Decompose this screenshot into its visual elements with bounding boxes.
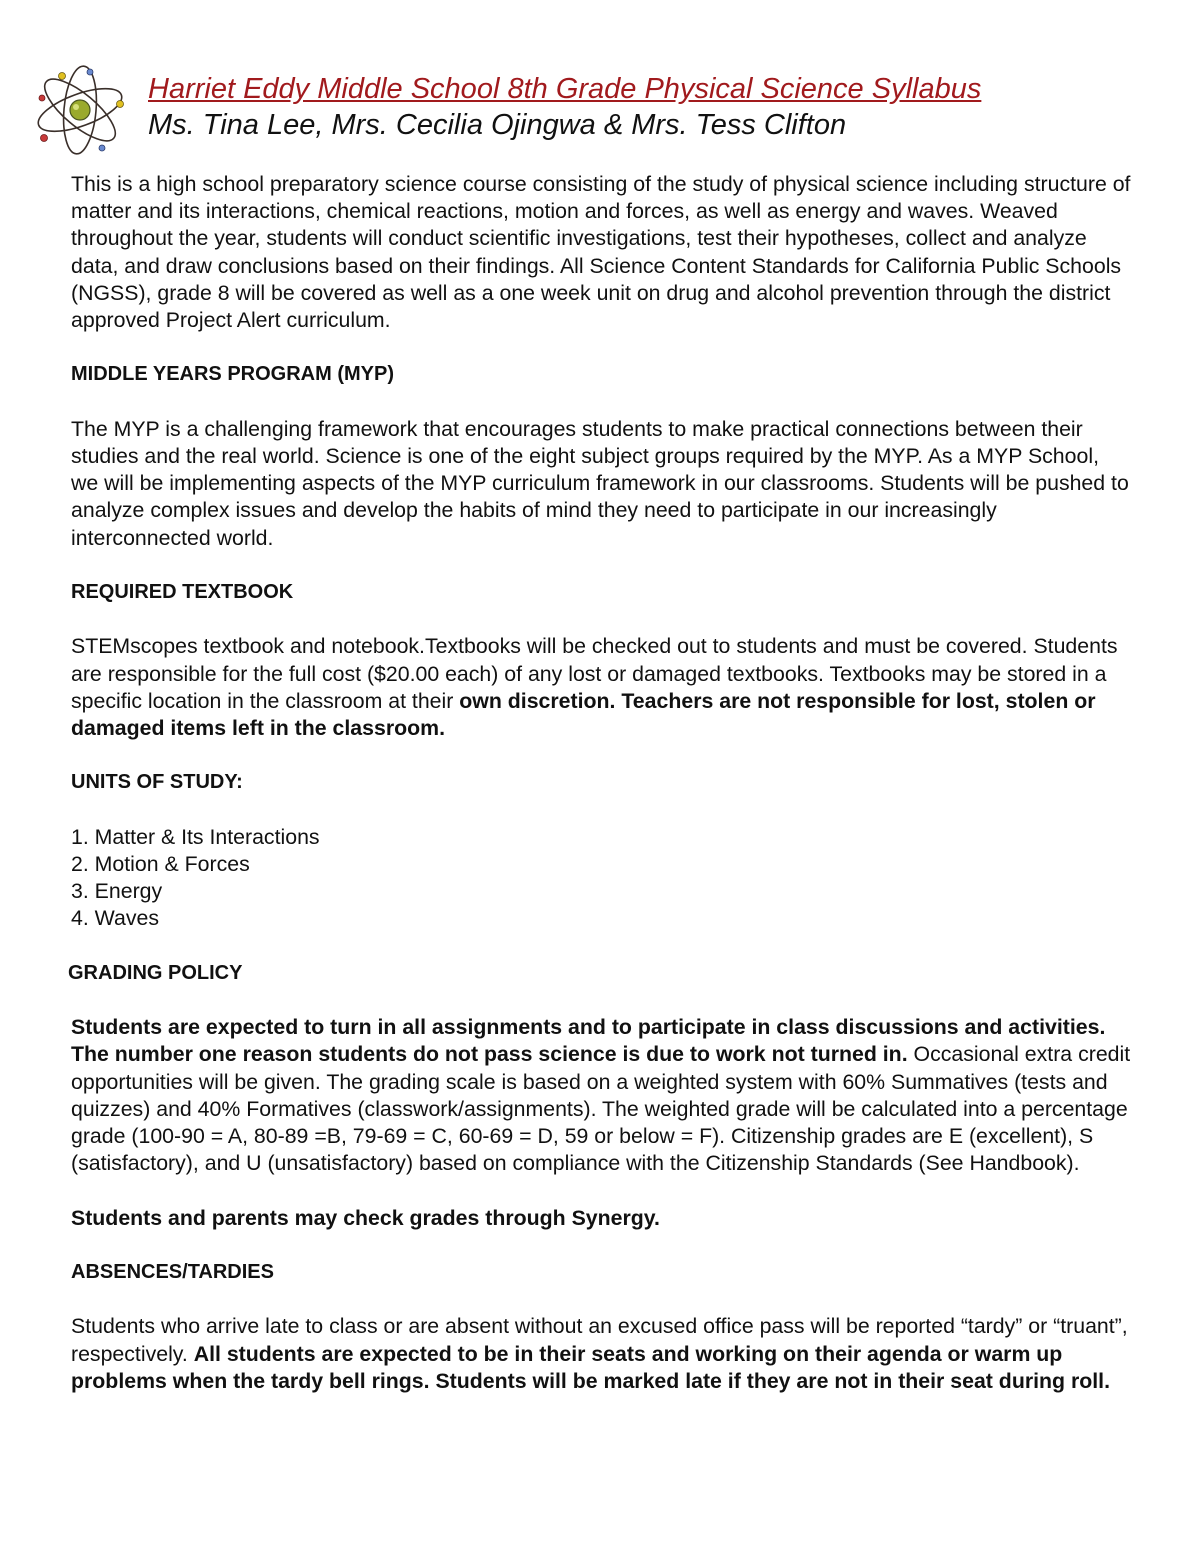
units-heading: UNITS OF STUDY: xyxy=(71,771,243,794)
absences-bold-text: All students are expected to be in their seats and working on their agenda or warm up problems when the tardy bell rings. Students will be marked late if they are not in their seat during roll. xyxy=(71,1341,1111,1393)
atom-icon xyxy=(30,62,140,162)
myp-paragraph: The MYP is a challenging framework that encourages students to make practical connections between their studies and the real world. Science is one of the eight subject groups required by the MYP. As a MYP School, we will be implementing aspects of the MYP curriculum framework in our classrooms. Students will be pushed to analyze complex issues and develop the habits of mind they need to participate in our increasingly interconnected world. xyxy=(71,416,1129,550)
grading-heading: GRADING POLICY xyxy=(68,961,243,984)
page-title: Harriet Eddy Middle School 8th Grade Physical Science Syllabus xyxy=(148,73,982,105)
list-item: 3. Energy xyxy=(71,879,163,904)
list-item: 4. Waves xyxy=(71,906,159,931)
intro-paragraph: This is a high school preparatory science course consisting of the study of physical science including structure of matter and its interactions, chemical reactions, motion and forces, as well as energy and waves. Weaved throughout the year, students will conduct scientific investigations, test their hypotheses, collect and analyze data, and draw conclusions based on their findings. All Science Content Standards for California Public Schools (NGSS), grade 8 will be covered as well as a one week unit on drug and alcohol prevention through the district approved Project Alert curriculum. xyxy=(71,172,1131,333)
units-list xyxy=(71,824,1131,933)
list-item: 2. Motion & Forces xyxy=(71,851,250,876)
absences-paragraph xyxy=(71,1313,1131,1395)
textbook-text: STEMscopes textbook and notebook.Textbooks will be checked out to students and must be covered. Students are responsible for the full cost ($20.00 each) of any lost or damaged textbooks. Textbooks may be stored in a specific location in the classroom at their xyxy=(71,634,1118,713)
absences-heading: ABSENCES/TARDIES xyxy=(71,1260,274,1283)
textbook-heading: REQUIRED TEXTBOOK xyxy=(71,581,294,603)
synergy-note xyxy=(71,1205,1131,1232)
teacher-names: Ms. Tina Lee, Mrs. Cecilia Ojingwa & Mrs. Tess Clifton xyxy=(148,109,847,141)
textbook-bold-text: own discretion. Teachers are not responsible for lost, stolen or damaged items left in the classroom. xyxy=(71,688,1096,740)
grading-text: Occasional extra credit opportunities will be given. The grading scale is based on a weighted system with 60% Summatives (tests and quizzes) and 40% Formatives (classwork/assignments). The weighted grade will be calculated into a percentage grade (100-90 = A, 80-89 =B, 79-69 = C, 60-69 = D, 59 or below = F). Citizenship grades are E (excellent), S (satisfactory), and U (unsatisfactory) based on compliance with the Citizenship Standards (See Handbook). xyxy=(71,1042,1131,1176)
synergy-text: Students and parents may check grades through Synergy. xyxy=(71,1205,660,1230)
syllabus-body xyxy=(68,171,1131,1422)
header xyxy=(30,62,1170,162)
absences-text: Students who arrive late to class or are absent without an excused office pass will be reported “tardy” or “truant”, respectively. xyxy=(71,1314,1128,1366)
grading-paragraph xyxy=(71,1014,1131,1177)
textbook-paragraph xyxy=(71,633,1131,742)
list-item: 1. Matter & Its Interactions xyxy=(71,824,320,849)
grading-bold-text: Students are expected to turn in all assignments and to participate in class discussions and activities. The number one reason students do not pass science is due to work not turned in. xyxy=(71,1015,1106,1067)
myp-heading: MIDDLE YEARS PROGRAM (MYP) xyxy=(71,363,394,386)
